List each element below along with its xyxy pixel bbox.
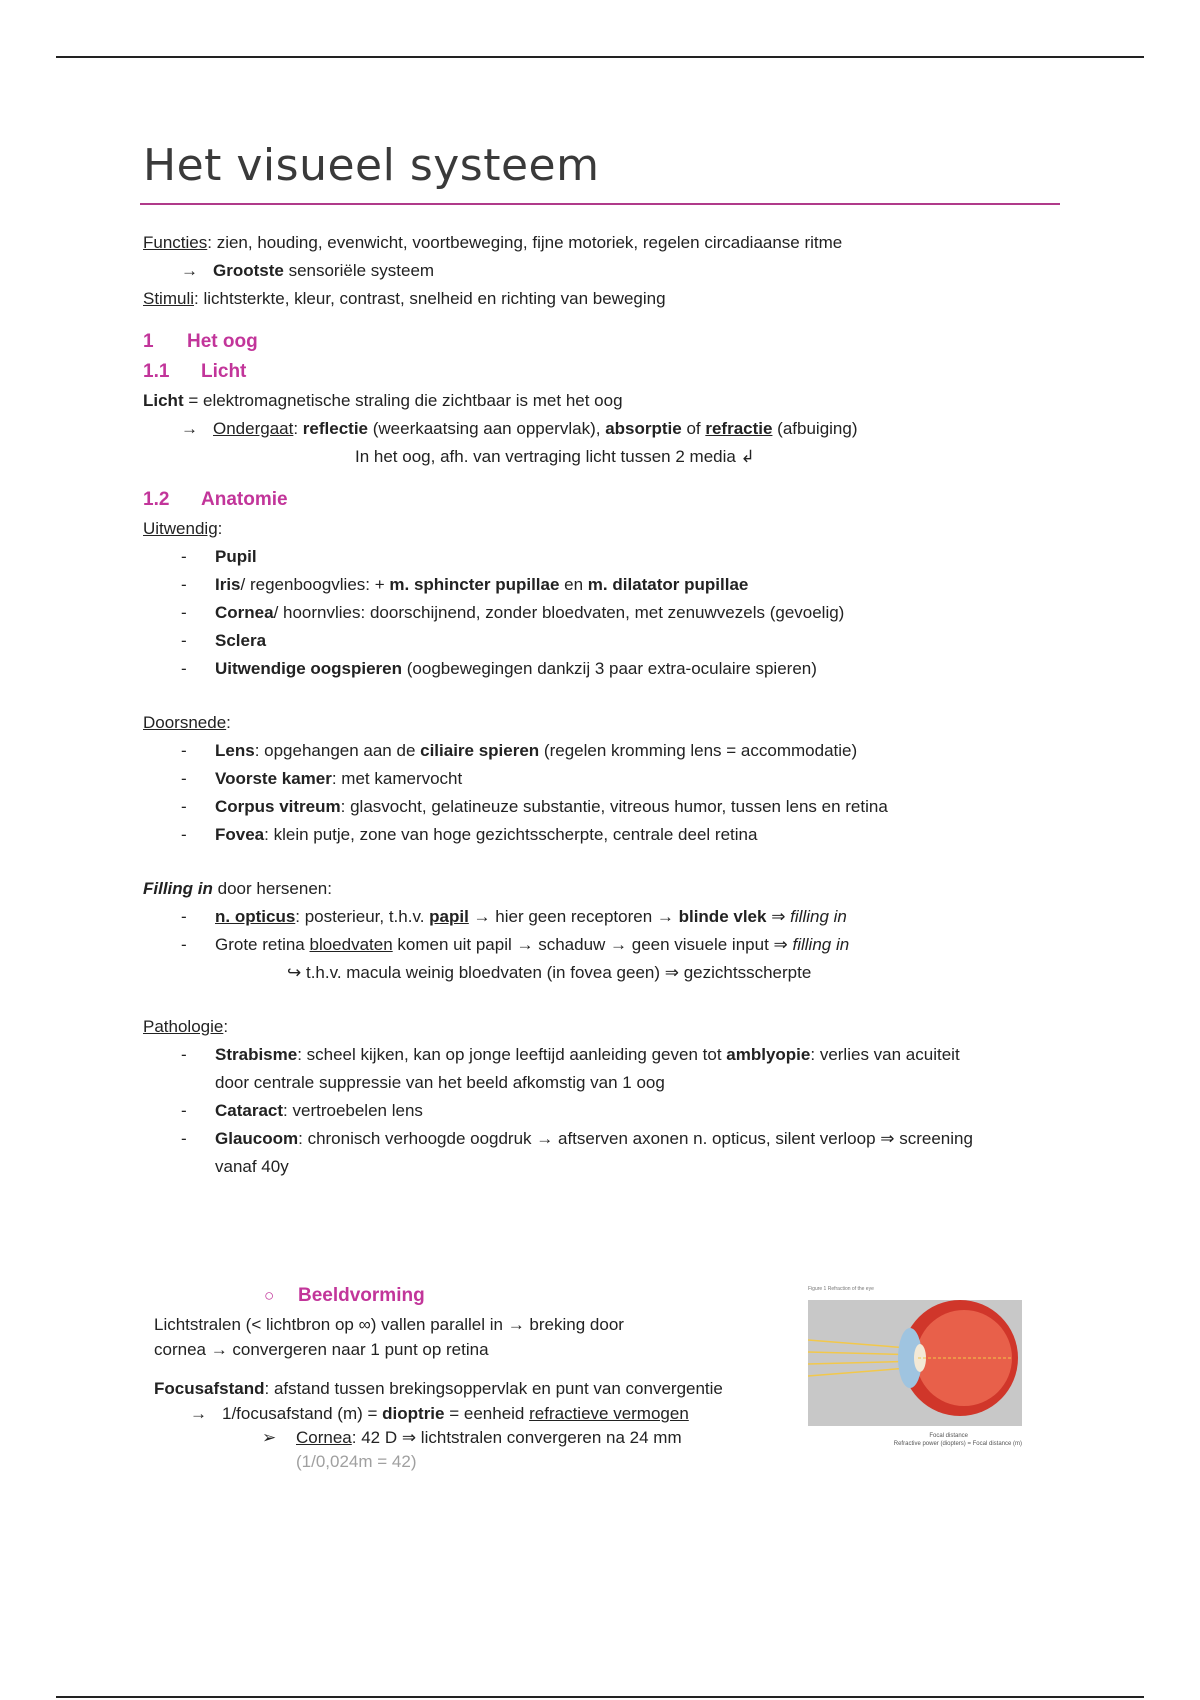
arrow-icon: → [181, 261, 198, 280]
list-item: - Uitwendige oogspieren (oogbewegingen dankzij 3 paar extra-oculaire spieren) [181, 659, 817, 678]
list-item: - Voorste kamer: met kamervocht [181, 769, 463, 788]
arrow-icon: → [181, 419, 198, 438]
beeld-text-1: Lichtstralen (< lichtbron op ∞) vallen parallel in → breking door [154, 1315, 624, 1334]
title-underline [140, 203, 1060, 205]
bottom-rule [56, 1696, 1144, 1698]
list-item: - Iris/ regenboogvlies: + m. sphincter pupillae en m. dilatator pupillae [181, 575, 749, 594]
list-item: - Lens: opgehangen aan de ciliaire spieren (regelen kromming lens = accommodatie) [181, 741, 858, 760]
functies-line: Functies: zien, houding, evenwicht, voortbeweging, fijne motoriek, regelen circadiaanse ritme [143, 233, 843, 252]
eye-refraction-figure [808, 1286, 1022, 1448]
list-item: - n. opticus: posterieur, t.h.v. papil → hier geen receptoren → blinde vlek ⇒ filling in [181, 907, 847, 926]
list-item: - Fovea: klein putje, zone van hoge gezichtsscherpte, centrale deel retina [181, 825, 758, 844]
filling-in-label: Filling in door hersenen: [143, 879, 332, 898]
focusafstand-line: Focusafstand: afstand tussen brekingsoppervlak en punt van convergentie [154, 1379, 723, 1398]
beeld-text-2: cornea → convergeren naar 1 punt op retina [154, 1340, 489, 1359]
list-item: - Glaucoom: chronisch verhoogde oogdruk → aftserven axonen n. opticus, silent verloop ⇒ screening vanaf 40y [181, 1129, 973, 1176]
section-heading-1-1: 1.1 Licht [143, 361, 247, 382]
figure-labels: Focal distance Refractive power (diopters) = Focal distance (m) [893, 1433, 1022, 1447]
ondergaat-line: → Ondergaat: reflectie (weerkaatsing aan oppervlak), absorptie of refractie (afbuiging) [143, 415, 1063, 443]
list-item: - Cornea/ hoornvlies: doorschijnend, zonder bloedvaten, met zenuwvezels (gevoelig) [181, 603, 845, 622]
top-rule [56, 56, 1144, 58]
stimuli-line: Stimuli: lichtsterkte, kleur, contrast, snelheid en richting van beweging [143, 289, 666, 308]
uitwendig-label: Uitwendig: [143, 519, 223, 538]
pathologie-label: Pathologie: [143, 1017, 229, 1036]
cornea-calc: (1/0,024m = 42) [296, 1452, 417, 1471]
page-title: Het visueel systeem [143, 140, 600, 191]
eye-diagram [808, 1300, 1022, 1426]
arrow-icon: → [190, 1404, 207, 1423]
cornea-line: ➢ Cornea: 42 D ⇒ lichtstralen convergeren na 24 mm [154, 1426, 794, 1450]
grootste-line: → Grootste sensoriële systeem [143, 257, 1063, 285]
beeldvorming-heading: ○ Beeldvorming [154, 1280, 794, 1312]
dioptrie-line: → 1/focusafstand (m) = dioptrie = eenheid refractieve vermogen [154, 1402, 794, 1426]
licht-line: Licht = elektromagnetische straling die zichtbaar is met het oog [143, 391, 623, 410]
beeldvorming-section [154, 1280, 794, 1474]
list-item: - Cataract: vertroebelen lens [181, 1101, 423, 1120]
list-item: - Corpus vitreum: glasvocht, gelatineuze substantie, vitreous humor, tussen lens en retina [181, 797, 888, 816]
list-item: - Grote retina bloedvaten komen uit papil → schaduw → geen visuele input ⇒ filling in [181, 935, 850, 954]
eye-illustration [808, 1300, 1022, 1426]
list-item: - Sclera [181, 631, 267, 650]
section-heading-1: 1 Het oog [143, 331, 258, 352]
section-heading-1-2: 1.2 Anatomie [143, 489, 288, 510]
macula-note: ↪ t.h.v. macula weinig bloedvaten (in fovea geen) ⇒ gezichtsscherpte [287, 963, 812, 982]
doorsnede-label: Doorsnede: [143, 713, 231, 732]
refractie-note: In het oog, afh. van vertraging licht tussen 2 media ↲ [355, 447, 755, 466]
list-item: - Strabisme: scheel kijken, kan op jonge leeftijd aanleiding geven tot amblyopie: verlies van acuiteit door centrale suppressie van het beeld afkomstig van 1 oog [181, 1045, 960, 1092]
circle-bullet-icon: ○ [264, 1286, 275, 1305]
document-page [143, 140, 1063, 1181]
figure-caption: Figure 1 Refraction of the eye [808, 1286, 874, 1292]
arrowhead-bullet-icon: ➢ [262, 1428, 277, 1447]
list-item: - Pupil [181, 547, 257, 566]
